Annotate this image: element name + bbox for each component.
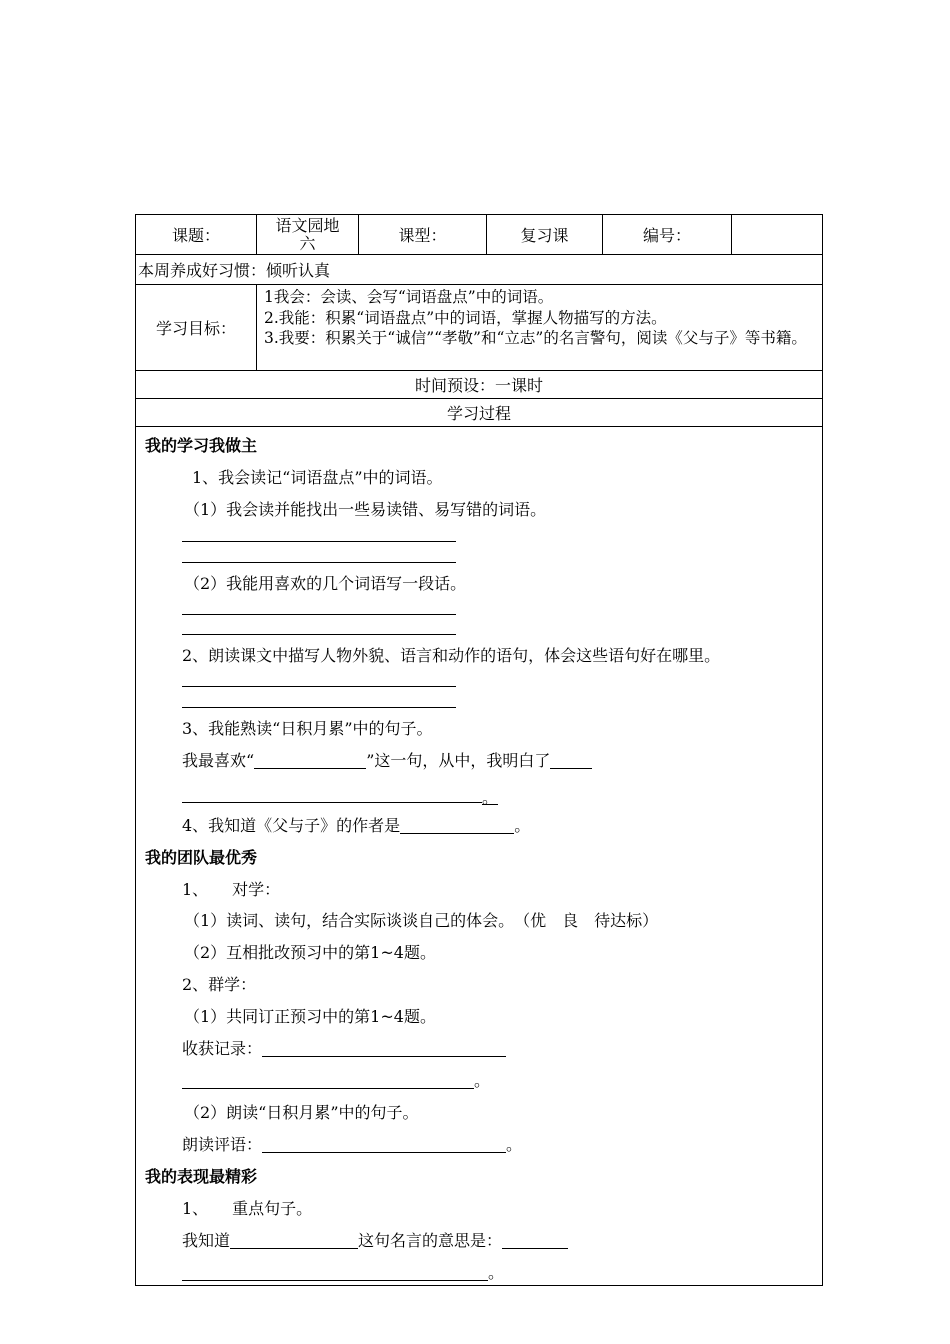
comment-end: 。 <box>506 1135 523 1154</box>
fill-blank[interactable] <box>550 752 592 769</box>
goals-row <box>136 285 822 371</box>
goal-item: 1我会：会读、会写“词语盘点”中的词语。 <box>264 288 554 306</box>
goals-label: 学习目标： <box>136 285 257 370</box>
know-end: 。 <box>488 1263 505 1282</box>
goals-list <box>264 285 816 370</box>
q4-text: 4、我知道《父与子》的作者是 <box>182 816 401 835</box>
s2-s1: 1、 对学： <box>182 880 281 899</box>
s2-s1-1: （1）读词、读句，结合实际谈谈自己的体会。 （优 良 待达标） <box>184 911 659 930</box>
habit-text: 本周养成好习惯：倾听认真 <box>138 261 331 280</box>
time-text: 时间预设：一课时 <box>414 376 543 395</box>
comment-line <box>182 1135 522 1155</box>
q4-end: 。 <box>514 816 531 835</box>
record-label: 收获记录： <box>182 1039 263 1058</box>
section3-title: 我的表现最精彩 <box>145 1167 258 1186</box>
fill-blank[interactable] <box>182 1072 474 1089</box>
fill-blank[interactable] <box>254 752 366 769</box>
answer-line <box>182 707 456 708</box>
record-end: 。 <box>474 1071 491 1090</box>
s1-q3-fill <box>182 751 592 771</box>
lesson-plan-table <box>135 214 823 1286</box>
fill-blank[interactable] <box>230 1232 358 1249</box>
header-row <box>136 215 822 255</box>
q3-end: 。 <box>482 788 499 807</box>
s1-q2: 2、朗读课文中描写人物外貌、语言和动作的语句，体会这些语句好在哪里。 <box>182 646 721 665</box>
fill-blank[interactable] <box>262 1040 506 1057</box>
goal-item: 3.我要：积累关于“诚信”“孝敬”和“立志”的名言警句，阅读《父与子》等书籍。 <box>264 329 807 347</box>
number-value <box>732 215 822 254</box>
s1-q4 <box>182 816 530 836</box>
s1-q3-line2 <box>182 785 498 805</box>
s1-q1: 1、我会读记“词语盘点”中的词语。 <box>192 468 443 487</box>
q3-text-a: 我最喜欢“ <box>182 751 255 770</box>
s1-q1-1: （1）我会读并能找出一些易读错、易写错的词语。 <box>184 500 547 519</box>
s3-p1: 1、 重点句子。 <box>182 1199 313 1218</box>
type-value: 复习课 <box>487 215 603 254</box>
habit-row <box>136 255 822 285</box>
process-title-row <box>136 399 822 427</box>
s2-s2: 2、群学： <box>182 975 257 994</box>
s3-know <box>182 1231 568 1251</box>
topic-value-line1: 语文园地 <box>275 215 340 235</box>
time-row <box>136 371 822 399</box>
record-line2 <box>182 1071 490 1091</box>
q3-text-b: ”这一句，从中，我明白了 <box>366 751 551 770</box>
s3-know-line2 <box>182 1263 504 1283</box>
section2-title: 我的团队最优秀 <box>145 848 258 867</box>
answer-line <box>182 541 456 542</box>
comment-label: 朗读评语： <box>182 1135 263 1154</box>
fill-blank[interactable] <box>182 786 482 803</box>
fill-blank[interactable] <box>502 1232 568 1249</box>
answer-line <box>182 686 456 687</box>
section1-title: 我的学习我做主 <box>145 436 258 455</box>
fill-blank[interactable] <box>262 1136 506 1153</box>
answer-line <box>182 614 456 615</box>
know-text-a: 我知道 <box>182 1231 231 1250</box>
process-title: 学习过程 <box>446 404 511 423</box>
answer-line <box>182 634 456 635</box>
s2-s2-2: （2）朗读“日积月累”中的句子。 <box>184 1103 419 1122</box>
s1-q1-2: （2）我能用喜欢的几个词语写一段话。 <box>184 574 467 593</box>
number-label: 编号： <box>603 215 732 254</box>
type-label: 课型： <box>359 215 487 254</box>
s1-q3: 3、我能熟读“日积月累”中的句子。 <box>182 719 433 738</box>
topic-value-line2: 六 <box>299 233 316 253</box>
topic-value <box>257 215 359 254</box>
s2-s2-1: （1）共同订正预习中的第1~4题。 <box>184 1007 436 1026</box>
record-line <box>182 1039 506 1059</box>
fill-blank[interactable] <box>400 817 514 834</box>
topic-label: 课题： <box>136 215 257 254</box>
know-text-b: 这句名言的意思是： <box>358 1231 503 1250</box>
fill-blank[interactable] <box>182 1264 488 1281</box>
goal-item: 2.我能：积累“词语盘点”中的词语，掌握人物描写的方法。 <box>264 308 667 327</box>
answer-line <box>182 562 456 563</box>
s2-s1-2: （2）互相批改预习中的第1~4题。 <box>184 943 436 962</box>
